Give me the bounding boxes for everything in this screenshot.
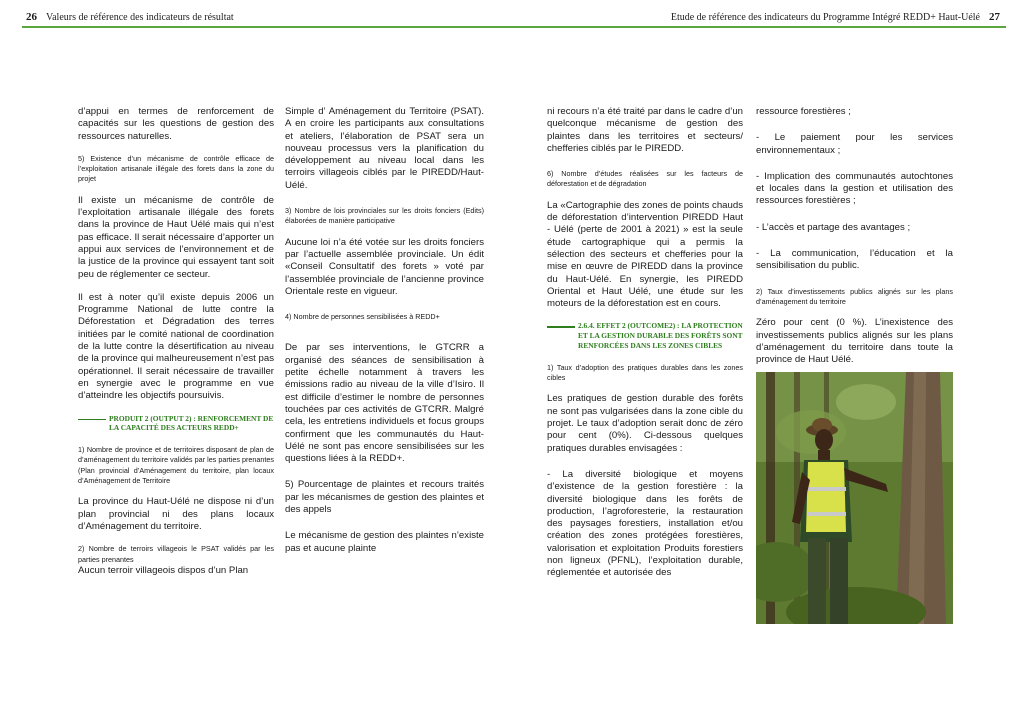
header-divider [22, 26, 1006, 28]
paragraph: Aucun terroir villageois dispos d’un Plan [78, 564, 249, 576]
section-heading [547, 321, 743, 350]
paragraph: Simple d’ Aménagement du Territoire (PSAT). A en croire les participants aux consultations et ateliers, l’élaboration de PSAT sera un nouveau processus vers la planification du développement au niveau local dans les terroirs villageois ciblés par le PIREDD/Haut-Uélé. [285, 106, 484, 191]
indicator-heading: 1) Taux d’adoption des pratiques durables dans les zones cibles [547, 362, 743, 383]
forest-photo [756, 372, 953, 624]
paragraph: - La diversité biologique et moyens d’existence de la gestion forestière : la diversité biologique dans les forêts de production, l’agroforesterie, la restauration des paysages forestiers, installation et/ou création des zones protégées forestières, valorisation et exploitation Produits forestiers non ligneux (PFNL), l’exploitation durable, réglementée et autorisée des [547, 468, 743, 579]
paragraph: Il est à noter qu’il existe depuis 2006 un Programme National de lutte contre la Déforestation et Dégradation des terres initiées par le comité national de coordination de la lutte contre la désertification au niveau de la province qui malheureusement n’est pas opérationnel. Il serait nécessaire de travailler en synergie avec le programme en vue d’atteindre les objectifs poursuivis. [78, 291, 274, 402]
indicator-heading: 2) Nombre de terroirs villageois le PSAT validés par les parties prenantes [78, 544, 274, 564]
section-rule [78, 419, 106, 421]
indicator-heading: 4) Nombre de personnes sensibilisées à REDD+ [285, 312, 440, 322]
indicator-heading: 1) Nombre de province et de territoires disposant de plan de d’aménagement du territoire validés par les parties prenantes (Plan provincial d’Aménagement du territoire, plan locaux d’Aménagement de Territoire [78, 445, 274, 486]
paragraph: Il existe un mécanisme de contrôle de l’exploitation artisanale illégale des forets dans la province de Haut Uélé mais qui n’est pas efficace. Il serait nécessaire d’apporter un appui aux services de l’environnement et de la justice de la province qui essayent tant soit peu de réglementer ce secteur. [78, 194, 274, 280]
section-heading [78, 414, 274, 434]
indicator-heading: 3) Nombre de lois provinciales sur les droits fonciers (Edits) élaborées de manière participative [285, 206, 484, 226]
column-3 [547, 106, 743, 580]
section-title: 2.6.4. EFFET 2 (OUTCOME2) : LA PROTECTION ET LA GESTION DURABLE DES FORÊTS SONT RENFORCÉES DANS LES ZONES CIBLES [578, 321, 743, 351]
indicator-heading: 6) Nombre d’études réalisées sur les facteurs de déforestation et de dégradation [547, 169, 743, 189]
paragraph: Aucune loi n’a été votée sur les droits fonciers par l’actuelle assemblée provinciale. Un édit «Conseil Consultatif des forets » voté par l’assemblée provinciale de l’ancienne province Orientale reste en vigueur. [285, 236, 484, 297]
section-title: PRODUIT 2 (OUTPUT 2) : RENFORCEMENT DE LA CAPACITÉ DES ACTEURS REDD+ [109, 413, 274, 433]
paragraph: La «Cartographie des zones de points chauds de déforestation d’intervention PIREDD Haut - Uélé (perte de 2001 à 2021) » est la seule étude cartographique qui a permis la sélection des secteurs et chefferies pour la mise en œuvre de PIREDD dans la province du Haut-Uélé. En synergie, les PIREDD Oriental et Haut Uélé, une étude sur les moteurs de la déforestation est en cours. [547, 199, 743, 310]
paragraph: Les pratiques de gestion durable des forêts ne sont pas vulgarisées dans la zone cible du projet. Le taux d’adoption serait donc de zéro pour cent (0%). Ci-dessous quelques pratiques durables envisagées : [547, 393, 743, 454]
paragraph: De par ses interventions, le GTCRR a organisé des séances de sensibilisation à petite échelle notamment à travers les émissions radio au niveau de la ville d’Isiro. Il est difficile d’estimer le nombre de personnes touchées par ces activités de GTCRR. Malgré cela, les entretiens individuels et focus groups confirment que les communautés du Haut-Uélé ne sont pas encore sensibilisées sur les questions liées à la REDD+. [285, 342, 484, 465]
paragraph: Le mécanisme de gestion des plaintes n’existe pas et aucune plainte [285, 530, 484, 554]
column-1 [78, 106, 274, 577]
paragraph: d’appui en termes de renforcement de capacités sur les questions de gestion des ressources naturelles. [78, 106, 274, 142]
bullet-item: - L’accès et partage des avantages ; [756, 221, 911, 233]
column-2 [285, 106, 484, 555]
right-page-number: 27 [989, 11, 1000, 23]
section-rule [547, 326, 575, 328]
bullet-item: - Implication des communautés autochtones et locales dans la gestion et utilisation des ressources forestières ; [756, 170, 953, 207]
paragraph: Zéro pour cent (0 %). L’inexistence des investissements publics alignés sur les plans d’aménagement du territoire dans toute la province de Haut Uélé. [756, 317, 953, 366]
paragraph: 5) Pourcentage de plaintes et recours traités par les mécanismes de gestion des plaintes et des appels [285, 479, 484, 516]
indicator-heading: 5) Existence d’un mécanisme de contrôle efficace de l’exploitation artisanale illégale des forets dans la zone du projet [78, 153, 274, 184]
bullet-item: - Le paiement pour les services environnementaux ; [756, 132, 953, 156]
paragraph: La province du Haut-Uélé ne dispose ni d’un plan provincial ni des plans locaux d’Aménagement du territoire. [78, 496, 274, 532]
paragraph: ni recours n’a été traité par dans le cadre d’un quelconque mécanisme de gestion des plaintes dans les territoires et secteurs/ chefferies ciblés par le PIREDD. [547, 106, 743, 154]
left-running-title: Valeurs de référence des indicateurs de résultat [46, 12, 234, 23]
indicator-heading: 2) Taux d’investissements publics alignés sur les plans d’aménagement du territoire [756, 286, 953, 306]
column-4 [756, 106, 953, 624]
left-page-number: 26 [26, 11, 37, 23]
bullet-item: - La communication, l’éducation et la sensibilisation du public. [756, 248, 953, 272]
paragraph: ressource forestières ; [756, 106, 851, 117]
right-running-title: Etude de référence des indicateurs du Programme Intégré REDD+ Haut-Uélé [670, 12, 980, 23]
page-header [0, 0, 1024, 28]
